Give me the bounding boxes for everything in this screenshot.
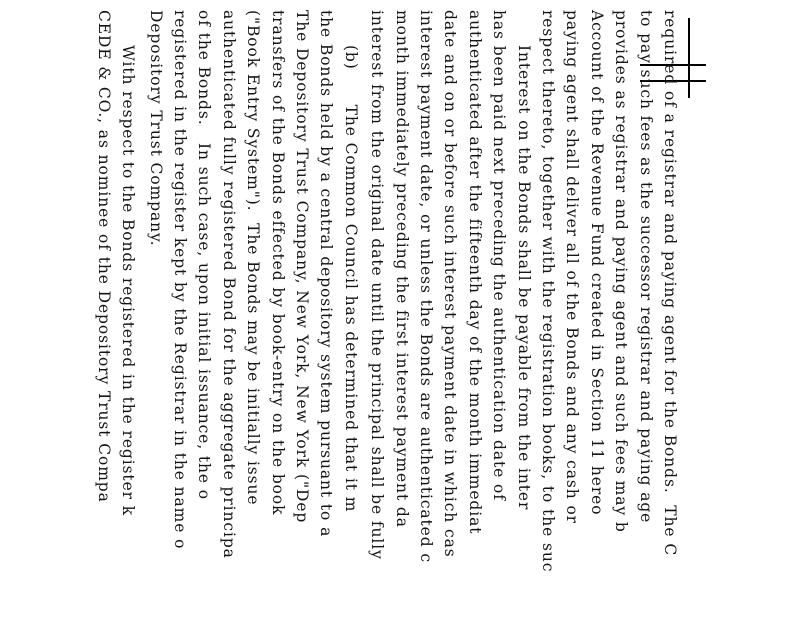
margin-mark	[688, 18, 690, 98]
document-line: the Bonds held by a central depository system pursuant to a	[317, 10, 336, 538]
document-line: (b) The Common Council has determined that it m	[341, 10, 360, 513]
document-line: has been paid next preceding the authentication date of	[490, 10, 509, 501]
document-line: month immediately preceding the first interest payment da	[392, 10, 411, 528]
document-line: With respect to the Bonds registered in the register k	[119, 10, 138, 517]
document-line: respect thereto, together with the registration books, to the suc	[539, 10, 557, 573]
document-line: interest from the original date until the principal shall be fully	[368, 10, 387, 560]
document-line: authenticated fully registered Bond for the aggregate principa	[219, 10, 238, 559]
document-line: paying agent shall deliver all of the Bonds and any cash or	[563, 10, 582, 524]
document-line: The Depository Trust Company, New York, New York ("Dep	[293, 10, 311, 524]
document-line: of the Bonds. In such case, upon initial issuance, the o	[195, 10, 214, 501]
document-line: CEDE & CO., as nominee of the Depository Trust Compa	[94, 10, 113, 503]
document-line: Interest on the Bonds shall be payable from the inter	[514, 10, 533, 511]
document-line: to pay such fees as the successor registrar and paying age	[636, 10, 655, 524]
document-line: authenticated after the fifteenth day of the month immediat	[465, 10, 484, 535]
document-line: date and on or before such interest payment date in which cas	[441, 10, 460, 558]
document-line: required of a registrar and paying agent for the Bonds. The C	[661, 10, 679, 557]
document-line: registered in the register kept by the Registrar in the name o	[171, 10, 189, 550]
document-line: Account of the Revenue Fund created in Section 11 hereo	[587, 10, 606, 516]
document-line: transfers of the Bonds effected by book-entry on the book	[268, 10, 287, 516]
document-line: ("Book Entry System"). The Bonds may be initially issue	[244, 10, 263, 506]
document-line: Depository Trust Company.	[146, 10, 165, 247]
document-line: provides as registrar and paying agent and such fees may b	[612, 10, 631, 533]
document-line: interest payment date, or unless the Bonds are authenticated c	[417, 10, 435, 563]
